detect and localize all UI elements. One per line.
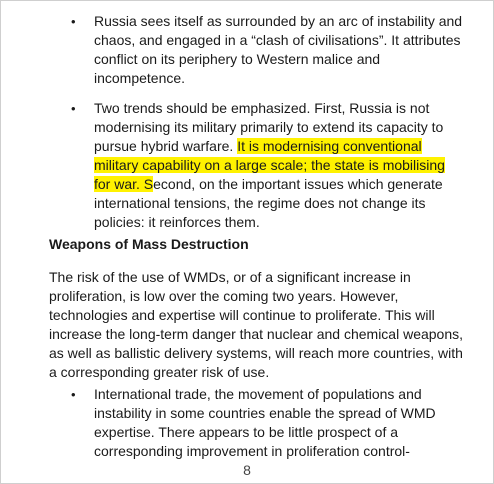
bullet-item-international-trade [94,385,489,461]
text-line [94,156,489,175]
text-line: instability in some countries enable the spread of WMD [94,405,436,421]
body-paragraph [49,268,489,382]
text-line: policies: it reinforces them. [94,214,260,230]
page-number: 8 [243,462,251,478]
text-line: conflict on its periphery to Western malice and [94,51,381,67]
bullet-item-russia-arc [94,12,489,88]
text-line: a corresponding greater risk of use. [49,364,270,380]
bullet-item-two-trends [94,99,489,232]
text-line: as well as ballistic delivery systems, will reach more countries, with [49,345,463,361]
highlighted-text: military capability on a large scale; the state is mobilising [94,157,445,173]
text-line: modernising its military primarily to extend its capacity to [94,119,444,135]
text-line: Two trends should be emphasized. First, Russia is not [94,100,430,116]
text-line: proliferation, is low over the coming two years. However, [49,288,399,304]
text-line: increase the long-term danger that nuclear and chemical weapons, [49,326,464,342]
bullet-marker: • [71,14,76,29]
bullet-marker: • [71,101,76,116]
text-line: chaos, and engaged in a “clash of civilisations”. It attributes [94,32,461,48]
bullet-marker: • [71,387,76,402]
text-line: The risk of the use of WMDs, or of a significant increase in [49,269,411,285]
text-line: corresponding improvement in proliferation control- [94,443,410,459]
text-segment: econd, on the important issues which generate [153,176,443,192]
text-line [94,137,489,156]
highlighted-text: for war. S [94,176,154,192]
text-line: International trade, the movement of populations and [94,386,422,402]
text-line: international tensions, the regime does not change its [94,195,426,211]
section-heading: Weapons of Mass Destruction [49,236,249,252]
text-line: Russia sees itself as surrounded by an arc of instability and [94,13,463,29]
text-segment: pursue hybrid warfare. [94,138,238,154]
text-line: technologies and expertise will continue to proliferate. This will [49,307,435,323]
text-line: incompetence. [94,70,186,86]
highlighted-text: It is modernising conventional [237,138,422,154]
text-line [94,175,489,194]
text-line: expertise. There appears to be little prospect of a [94,424,399,440]
